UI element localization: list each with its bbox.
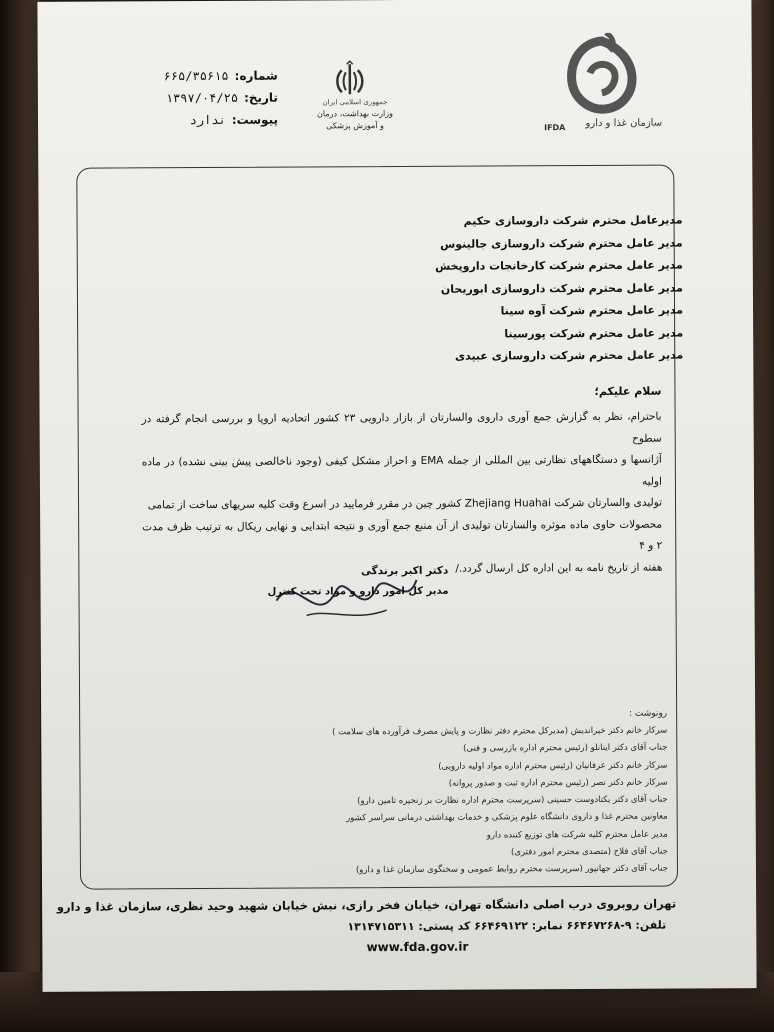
cc-item: جناب آقای فلاح (متصدی محترم امور دفتری) [510,846,668,858]
cc-item: سرکار خانم دکتر نصر (رئیس محترم اداره ثبت و صدور پروانه) [448,777,668,789]
cc-item: جناب آقای دکتر جهانپور (سرپرست محترم روابط عمومی و سخنگوی سازمان غذا و دارو) [355,863,668,876]
ministry-block [300,96,410,133]
cc-item: معاونین محترم غذا و داروی دانشگاه علوم پزشکی و خدمات بهداشتی درمانی سراسر کشور [346,812,668,824]
recipient-line: مدیر عامل محترم شرکت آوه سینا [500,303,684,318]
iran-emblem-icon [330,60,370,100]
org-abbr: IFDA [544,123,566,133]
ministry-line-1: جمهوری اسلامی ایران [322,98,388,107]
recipient-line: مدیر عامل محترم شرکت داروسازی ابوریحان [440,281,683,296]
ministry-line-3: و آموزش پزشکی [326,121,384,131]
desk-background-left [0,0,40,1032]
number-value: ۶۶۵/۳۵۶۱۵ [163,68,229,84]
letter-meta [128,65,278,132]
signatory-title: مدیر کل امور دارو و مواد تحت کنترل [267,585,449,598]
meta-number-row [128,65,278,88]
signatory-name: دکتر اکبر برندگی [361,564,449,578]
body-line: تولیدی والسارتان شرکت Zhejiang Huahai کشور چین در مقرر فرمایید در اسرع وقت کلیه سریهای ساخت از تمامی [147,496,663,512]
letter-paper [37,0,756,992]
recipient-line: مدیر عامل محترم شرکت کارخانجات داروپخش [435,258,683,273]
salutation: سلام علیکم؛ [594,384,662,398]
cc-item: جناب آقای دکتر یکتادوست حسینی (سرپرست محترم اداره نظارت بر زنجیره تامین دارو) [357,794,668,807]
footer-phones: تلفن: ۹-۶۶۴۶۷۲۶۸ نمابر: ۶۶۴۶۹۱۲۲ کد پستی: ۱۳۱۴۷۱۵۳۱۱ [347,918,667,934]
org-name: سازمان غذا و دارو [585,117,663,130]
date-label: تاریخ: [244,90,278,105]
body-line: آژانسها و دستگاههای نظارتی بین المللی از جمله EMA و احراز مشکل کیفی (وجود ناخالصی پیش بینی نشده) در ماده اولیه [141,453,662,488]
cc-list [147,723,668,881]
attachment-value: ندارد [189,112,226,128]
attachment-label: پیوست: [231,112,279,127]
recipient-line: مدیر عامل محترم شرکت داروسازی عبیدی [454,348,684,363]
cc-item: سرکار خانم دکتر عرفانیان (رئیس محترم اداره مواد اولیه دارویی) [438,760,668,772]
cc-item: سرکار خانم دکتر خیراندیش (مدیرکل محترم دفتر نظارت و پایش مصرف فرآورده های سلامت ) [332,725,668,738]
body-line: محصولات حاوی ماده موثره والسارتان تولیدی از آن منبع جمع آوری و نتیجه ابتدایی و نهایی ریکال به ترتیب ظرف مدت ۲ و ۴ [142,518,663,552]
recipient-line: مدیر عامل محترم شرکت داروسازی جالینوس [440,236,683,251]
letter-body [142,407,663,582]
number-label: شماره: [234,68,278,83]
cc-item: جناب آقای دکتر اینانلو (رئیس محترم اداره بازرسی و فنی) [463,742,668,754]
ifda-logo-icon [542,33,662,129]
body-line: هفته از تاریخ نامه به این اداره کل ارسال گردد./ [455,561,663,575]
footer-address: تهران روبروی درب اصلی دانشگاه تهران، خیابان فخر رازی، نبش خیابان شهید وحید نظری، سازمان غذا و دارو [56,896,677,914]
body-line: باحترام، نظر به گزارش جمع آوری داروی والسارتان از بازار دارویی ۲۳ کشور اتحادیه اروپا و بررسی انجام گرفته در سطوح [141,410,662,445]
cc-heading: رونوشت : [628,708,668,719]
recipients-list [263,210,684,370]
meta-attachment-row [128,109,278,132]
meta-date-row [128,87,278,110]
ifda-logo [542,33,663,134]
ministry-line-2: وزارت بهداشت، درمان [317,109,393,119]
recipient-line: مدیرعامل محترم شرکت داروسازی حکیم [463,213,683,228]
date-value: ۱۳۹۷/۰۴/۲۵ [165,90,239,106]
cc-item: مدیر عامل محترم کلیه شرکت های توزیع کننده دارو [486,829,668,841]
footer-website-link[interactable]: www.fda.gov.ir [366,939,469,955]
recipient-line: مدیر عامل محترم شرکت پورسینا [504,325,684,340]
